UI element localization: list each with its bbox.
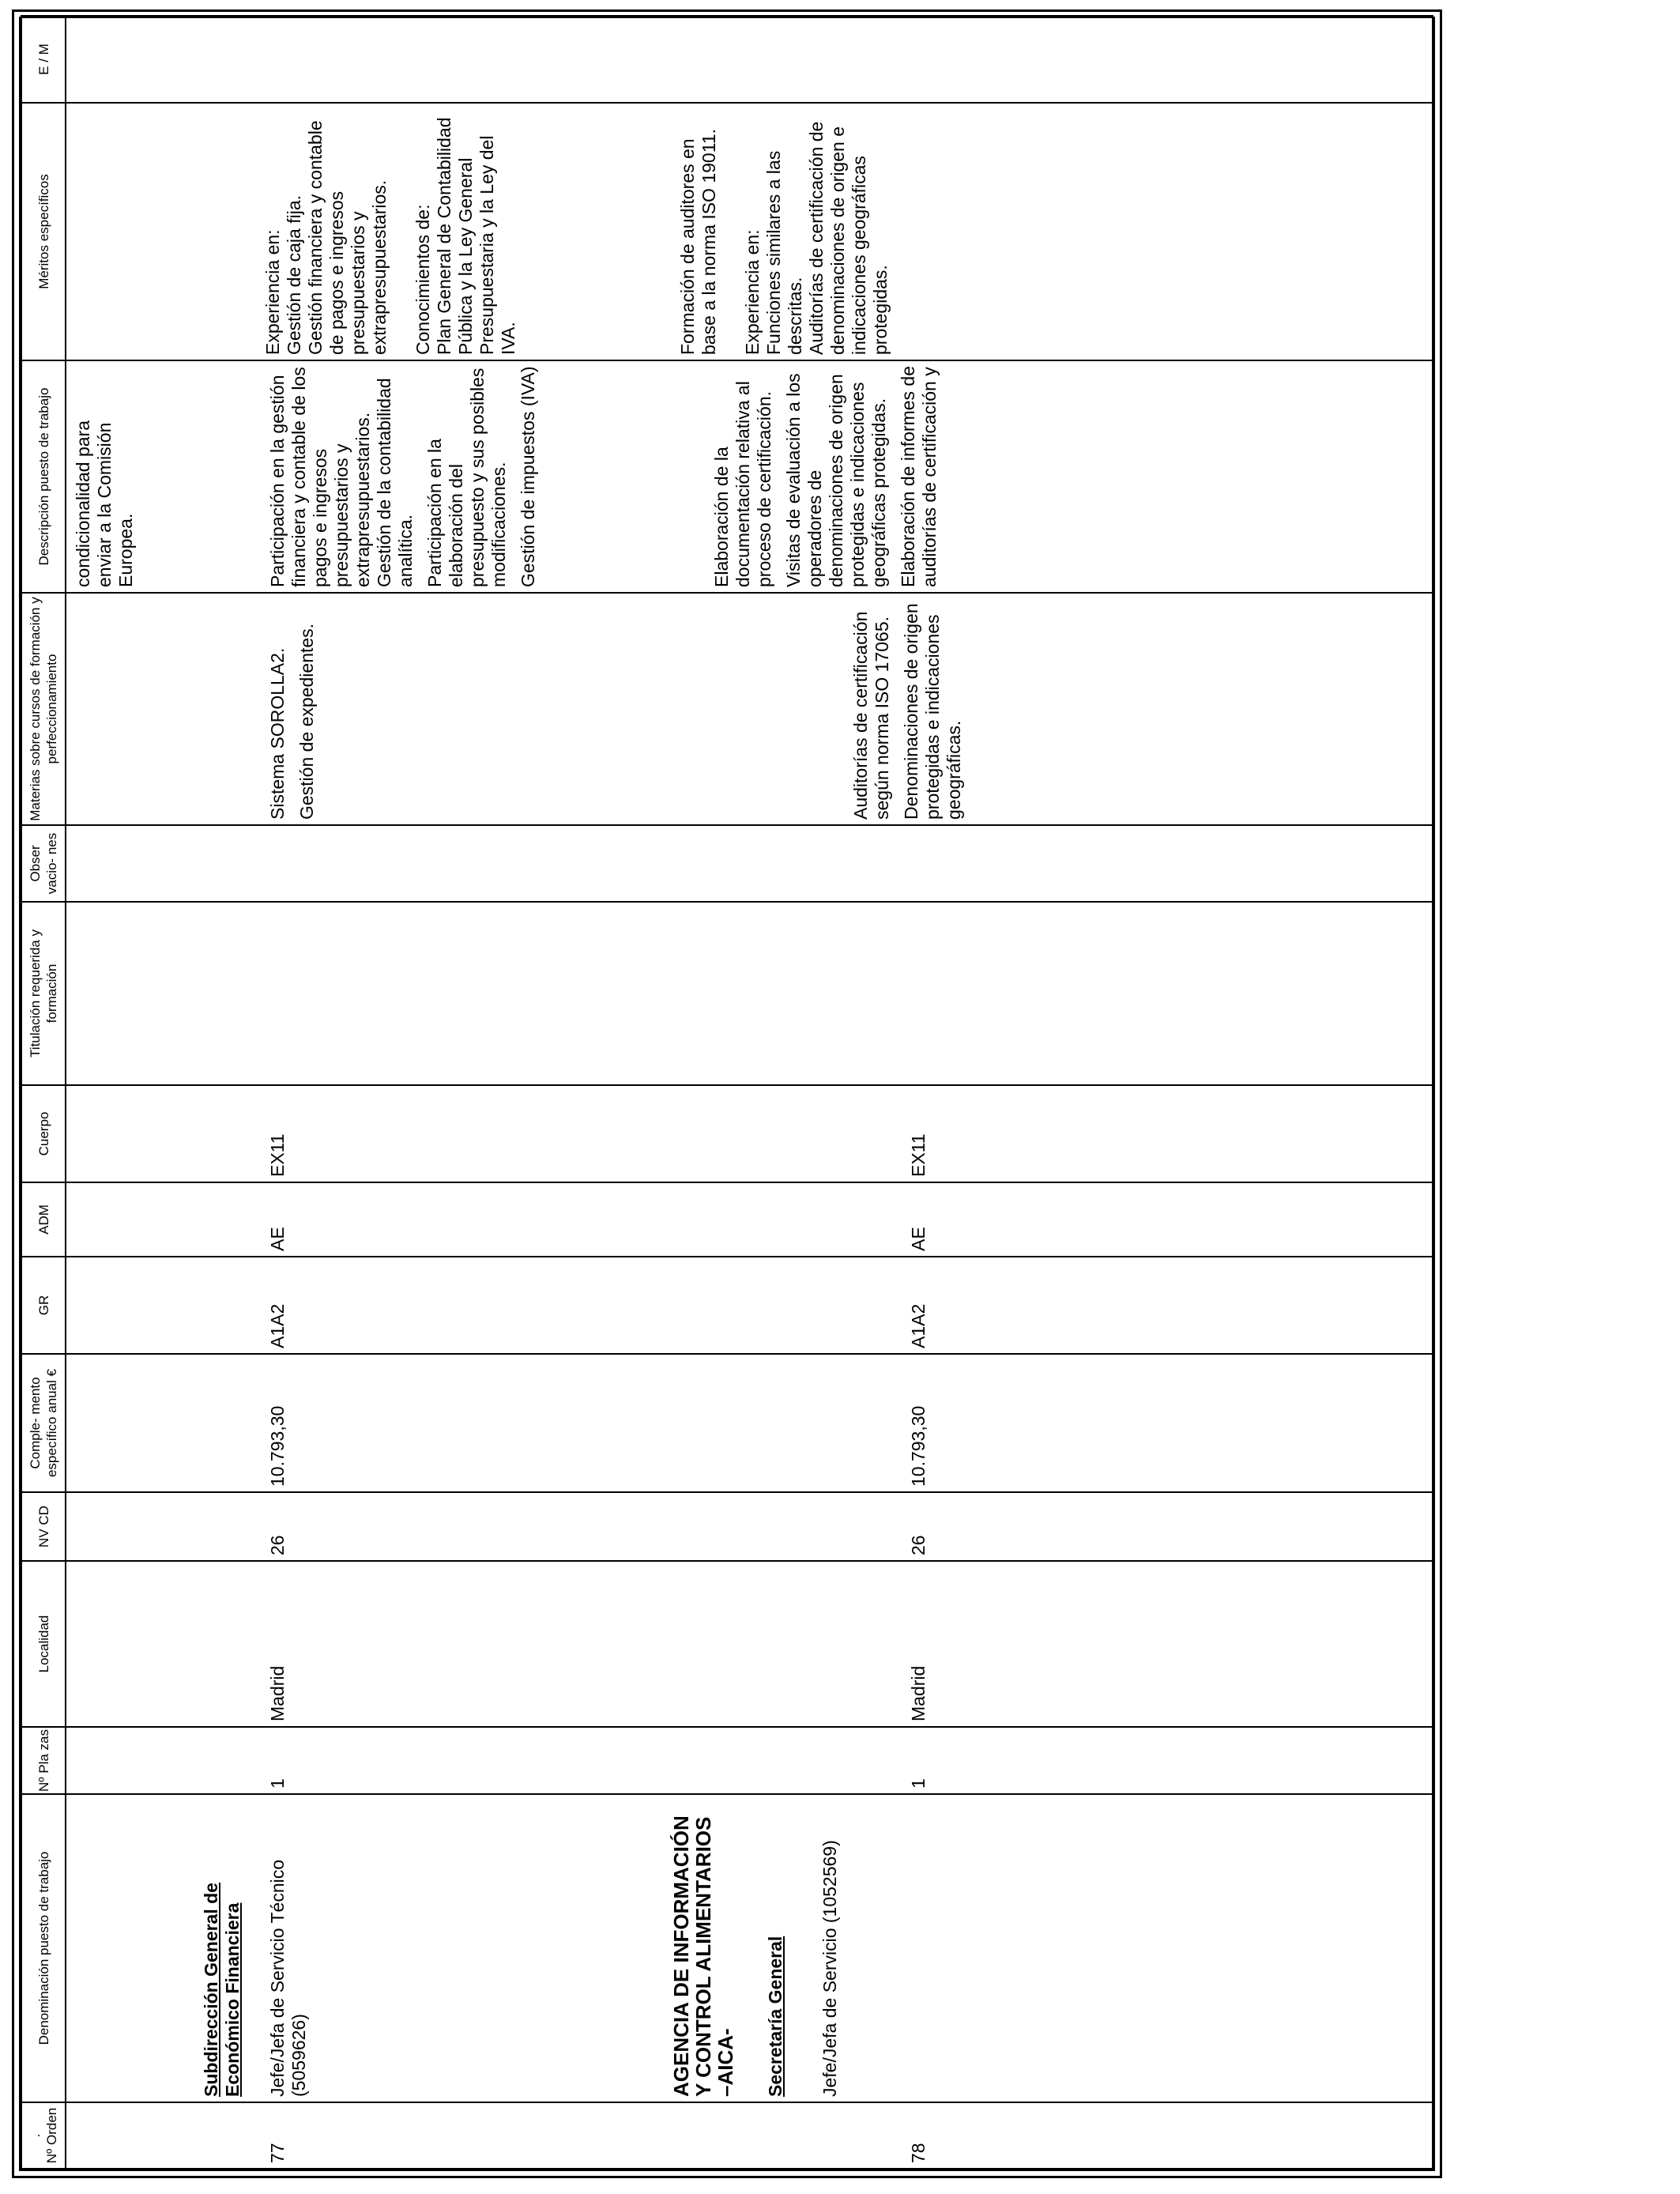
section-heading-economico-financiera: Subdirección General de Económico Financiera	[201, 1883, 243, 2097]
inner-frame	[19, 17, 1435, 2171]
row78-materias	[850, 598, 965, 820]
header-cuerpo: Cuerpo	[21, 1085, 66, 1182]
cell-materias	[66, 593, 1433, 825]
header-nivel: NV CD	[21, 1492, 66, 1561]
row78-denominacion: Jefe/Jefa de Servicio (1052569)	[819, 1840, 840, 2097]
header-titulacion: Titulación requerida y formación	[21, 902, 66, 1085]
job-positions-table	[21, 15, 1433, 2169]
row78-desc-2: Visitas de evaluación a los operadores de denominaciones de origen protegidas e indicaciones geográficas protegidas.	[783, 373, 889, 587]
row78-meritos	[677, 108, 891, 355]
row78-descripcion	[711, 366, 940, 587]
row78-adm: AE	[908, 1227, 929, 1251]
header-plazas: Nº Pla zas	[21, 1727, 66, 1794]
header-row	[21, 16, 66, 2169]
row77-merito-1: Experiencia en:	[262, 229, 283, 355]
cell-cuerpo	[66, 1085, 1433, 1182]
row77-nivel: 26	[267, 1535, 288, 1555]
cell-observaciones	[66, 825, 1433, 902]
row78-desc-3: Elaboración de informes de auditorías de certificación y	[898, 366, 940, 587]
row77-materia-1: Sistema SOROLLA2.	[267, 647, 288, 820]
outer-frame	[12, 9, 1442, 2178]
row77-adm: AE	[267, 1227, 288, 1251]
header-meritos: Méritos específicos	[21, 103, 66, 360]
header-materias: Materias sobre cursos de formación y perfeccionamiento	[21, 593, 66, 825]
row78-nivel: 26	[908, 1535, 929, 1555]
row78-localidad: Madrid	[908, 1665, 929, 1721]
header-adm: ADM	[21, 1182, 66, 1257]
row78-desc-1: Elaboración de la documentación relativa al proceso de certificación.	[711, 381, 774, 587]
row77-materias	[267, 598, 318, 820]
cell-localidad	[66, 1561, 1433, 1727]
row77-localidad: Madrid	[267, 1665, 288, 1721]
header-denominacion: Denominación puesto de trabajo	[21, 1794, 66, 2102]
row77-merito-4: Conocimientos de:	[412, 204, 433, 355]
header-em: E / M	[21, 16, 66, 103]
cell-grupo	[66, 1257, 1433, 1354]
row77-materia-2: Gestión de expedientes.	[296, 623, 317, 820]
row77-desc-1: Participación en la gestión financiera y contable de los pagos e ingresos presupuestarios y extrapresupuestarios.	[267, 367, 373, 587]
row77-meritos	[262, 108, 519, 355]
row78-complemento: 10.793,30	[908, 1405, 929, 1487]
row78-merito-2: Experiencia en:	[742, 229, 763, 355]
header-observaciones: Obser vacio- nes	[21, 825, 66, 902]
row77-merito-2: Gestión de caja fija.	[284, 194, 304, 355]
row78-merito-4: Auditorías de certificación de denominaciones de origen e indicaciones geográficas protegidas.	[806, 121, 891, 355]
row78-merito-3: Funciones similares a las descritas.	[763, 150, 805, 355]
row78-materia-1: Auditorías de certificación según norma ISO 17065.	[850, 611, 892, 820]
row77-desc-2: Gestión de la contabilidad analítica.	[374, 378, 416, 587]
row77-cuerpo: EX11	[267, 1133, 288, 1177]
cell-meritos	[66, 103, 1433, 360]
cell-nivel	[66, 1492, 1433, 1561]
cell-titulacion	[66, 902, 1433, 1085]
cell-descripcion	[66, 360, 1433, 593]
row78-cuerpo: EX11	[908, 1133, 929, 1177]
cell-plazas	[66, 1727, 1433, 1794]
header-orden: . Nº Orden	[21, 2102, 66, 2169]
row77-grupo: A1A2	[267, 1303, 288, 1348]
header-localidad: Localidad	[21, 1561, 66, 1727]
table-body-row	[66, 16, 1433, 2169]
cell-orden	[66, 2102, 1433, 2169]
row77-descripcion	[267, 366, 539, 587]
agency-heading: AGENCIA DE INFORMACIÓN Y CONTROL ALIMENTARIOS –AICA-	[669, 1815, 737, 2097]
row77-merito-5: Plan General de Contabilidad Pública y la Ley General Presupuestaria y la Ley del IVA.	[434, 117, 518, 355]
row77-merito-3: Gestión financiera y contable de pagos e ingresos presupuestarios y extrapresupuestarios.	[305, 120, 390, 355]
header-complemento: Comple- mento específico anual €	[21, 1354, 66, 1492]
cell-denominacion	[66, 1794, 1433, 2102]
continuation-descripcion: condicionalidad para enviar a la Comisión Europea.	[73, 420, 136, 587]
row78-plazas: 1	[908, 1778, 929, 1789]
row78-materia-2: Denominaciones de origen protegidas e indicaciones geográficas.	[901, 603, 964, 820]
row78-merito-1: Formación de auditores en base a la norma ISO 19011.	[677, 129, 719, 355]
section-heading-secretaria-general: Secretaría General	[765, 1936, 785, 2097]
header-grupo: GR	[21, 1257, 66, 1354]
row77-complemento: 10.793,30	[267, 1405, 288, 1487]
cell-em	[66, 16, 1433, 103]
row78-orden: 78	[908, 2143, 929, 2163]
row77-desc-3: Participación en la elaboración del presupuesto y sus posibles modificaciones.	[424, 368, 509, 587]
cell-adm	[66, 1182, 1433, 1257]
header-descripcion: Descripción puesto de trabajo	[21, 360, 66, 593]
row77-denominacion: Jefe/Jefa de Servicio Técnico (5059626)	[267, 1859, 309, 2097]
row78-grupo: A1A2	[908, 1303, 929, 1348]
row77-orden: 77	[267, 2143, 288, 2163]
row77-desc-4: Gestión de impuestos (IVA)	[518, 366, 538, 587]
row77-plazas: 1	[267, 1778, 288, 1789]
cell-complemento	[66, 1354, 1433, 1492]
